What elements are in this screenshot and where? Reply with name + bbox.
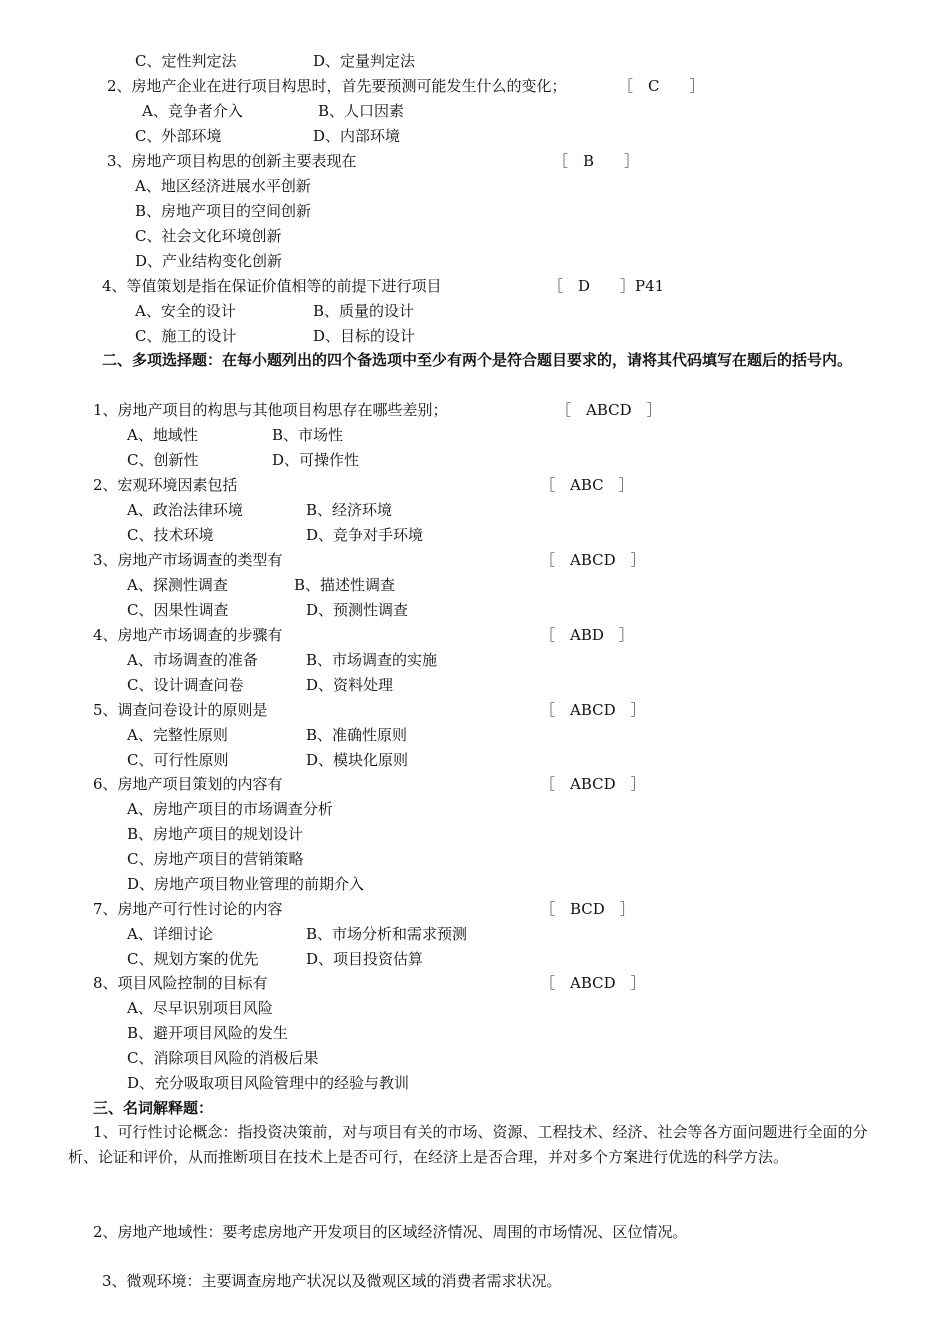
s2-q4-option-b: B、市场调查的实施 xyxy=(306,651,438,669)
s2-q3-text: 3、房地产市场调查的类型有 xyxy=(93,551,283,569)
s2-q1-option-d: D、可操作性 xyxy=(272,451,360,469)
s2-q5-option-d: D、模块化原则 xyxy=(306,751,409,769)
s1-q4-answer: ［ D ］P41 xyxy=(548,277,665,295)
s2-q6-text: 6、房地产项目策划的内容有 xyxy=(93,775,283,793)
s3-term-1: 1、可行性讨论概念：指投资决策前，对与项目有关的市场、资源、工程技术、经济、社会等各方面问题进行全面的分析、论证和评价，从而推断项目在技术上是否可行，在经济上是否合理，并对多个方案进行优选的科学方法。 xyxy=(68,1123,868,1166)
s1-q1-option-c: C、定性判定法 xyxy=(135,52,237,70)
s2-q2-answer: ［ ABC ］ xyxy=(540,476,634,494)
s1-q3-option-d: D、产业结构变化创新 xyxy=(135,252,283,270)
s1-q4-text: 4、等值策划是指在保证价值相等的前提下进行项目 xyxy=(102,277,442,295)
section3-heading: 三、名词解释题： xyxy=(93,1099,214,1117)
s1-q2-option-a: A、竞争者介入 xyxy=(142,102,243,120)
s2-q6-option-d: D、房地产项目物业管理的前期介入 xyxy=(127,875,365,893)
s2-q1-option-c: C、创新性 xyxy=(127,451,199,469)
s2-q2-option-d: D、竞争对手环境 xyxy=(306,526,424,544)
s2-q7-answer: ［ BCD ］ xyxy=(540,900,635,918)
s1-q4-option-b: B、质量的设计 xyxy=(313,302,415,320)
s2-q4-option-d: D、资料处理 xyxy=(306,676,394,694)
s1-q3-option-a: A、地区经济进展水平创新 xyxy=(135,177,311,195)
s2-q1-option-b: B、市场性 xyxy=(272,426,344,444)
s2-q5-option-c: C、可行性原则 xyxy=(127,751,229,769)
s2-q8-text: 8、项目风险控制的目标有 xyxy=(93,974,268,992)
s2-q4-option-c: C、设计调查问卷 xyxy=(127,676,244,694)
s1-q3-answer: ［ B ］ xyxy=(553,152,640,170)
s2-q6-answer: ［ ABCD ］ xyxy=(540,775,646,793)
s2-q1-answer: ［ ABCD ］ xyxy=(556,401,662,419)
s2-q7-option-d: D、项目投资估算 xyxy=(306,950,424,968)
s2-q6-option-a: A、房地产项目的市场调查分析 xyxy=(127,800,333,818)
s2-q2-option-a: A、政治法律环境 xyxy=(127,501,243,519)
s2-q4-option-a: A、市场调查的准备 xyxy=(127,651,258,669)
s2-q4-answer: ［ ABD ］ xyxy=(540,626,634,644)
s2-q8-option-a: A、尽早识别项目风险 xyxy=(127,999,273,1017)
s2-q6-option-b: B、房地产项目的规划设计 xyxy=(127,825,304,843)
s1-q2-option-c: C、外部环境 xyxy=(135,127,222,145)
s1-q2-option-b: B、人口因素 xyxy=(318,102,405,120)
s1-q3-text: 3、房地产项目构思的创新主要表现在 xyxy=(107,152,357,170)
s2-q7-option-b: B、市场分析和需求预测 xyxy=(306,925,468,943)
s2-q6-option-c: C、房地产项目的营销策略 xyxy=(127,850,304,868)
s2-q2-option-b: B、经济环境 xyxy=(306,501,393,519)
section2-heading: 二、多项选择题：在每小题列出的四个备选项中至少有两个是符合题目要求的，请将其代码填写在题后的括号内。 xyxy=(102,351,853,369)
s1-q3-option-b: B、房地产项目的空间创新 xyxy=(135,202,312,220)
s2-q1-text: 1、房地产项目的构思与其他项目构思存在哪些差别； xyxy=(93,401,448,419)
s1-q1-option-d: D、定量判定法 xyxy=(313,52,416,70)
s2-q5-text: 5、调查问卷设计的原则是 xyxy=(93,701,268,719)
s2-q8-option-b: B、避开项目风险的发生 xyxy=(127,1024,289,1042)
s2-q2-option-c: C、技术环境 xyxy=(127,526,214,544)
s2-q8-option-c: C、消除项目风险的消极后果 xyxy=(127,1049,319,1067)
s1-q2-text: 2、房地产企业在进行项目构思时，首先要预测可能发生什么的变化； xyxy=(107,77,567,95)
s3-term-3: 3、微观环境：主要调查房地产状况以及微观区域的消费者需求状况。 xyxy=(102,1272,562,1290)
s3-term-2: 2、房地产地域性：要考虑房地产开发项目的区域经济情况、周围的市场情况、区位情况。 xyxy=(93,1223,688,1241)
s2-q3-option-c: C、因果性调查 xyxy=(127,601,229,619)
s1-q3-option-c: C、社会文化环境创新 xyxy=(135,227,282,245)
s1-q4-option-a: A、安全的设计 xyxy=(135,302,236,320)
s1-q4-option-d: D、目标的设计 xyxy=(313,327,416,345)
s2-q5-option-b: B、准确性原则 xyxy=(306,726,408,744)
s2-q5-option-a: A、完整性原则 xyxy=(127,726,228,744)
s2-q5-answer: ［ ABCD ］ xyxy=(540,701,646,719)
s1-q2-option-d: D、内部环境 xyxy=(313,127,401,145)
s2-q7-option-c: C、规划方案的优先 xyxy=(127,950,259,968)
s1-q4-option-c: C、施工的设计 xyxy=(135,327,237,345)
s2-q3-option-d: D、预测性调查 xyxy=(306,601,409,619)
s2-q3-option-a: A、探测性调查 xyxy=(127,576,228,594)
s2-q8-option-d: D、充分吸取项目风险管理中的经验与教训 xyxy=(127,1074,410,1092)
s2-q8-answer: ［ ABCD ］ xyxy=(540,974,646,992)
s1-q2-answer: ［ C ］ xyxy=(618,77,705,95)
s2-q2-text: 2、宏观环境因素包括 xyxy=(93,476,238,494)
s2-q1-option-a: A、地域性 xyxy=(127,426,198,444)
s2-q3-option-b: B、描述性调查 xyxy=(294,576,396,594)
s2-q3-answer: ［ ABCD ］ xyxy=(540,551,646,569)
s2-q7-option-a: A、详细讨论 xyxy=(127,925,213,943)
s2-q7-text: 7、房地产可行性讨论的内容 xyxy=(93,900,283,918)
s2-q4-text: 4、房地产市场调查的步骤有 xyxy=(93,626,283,644)
